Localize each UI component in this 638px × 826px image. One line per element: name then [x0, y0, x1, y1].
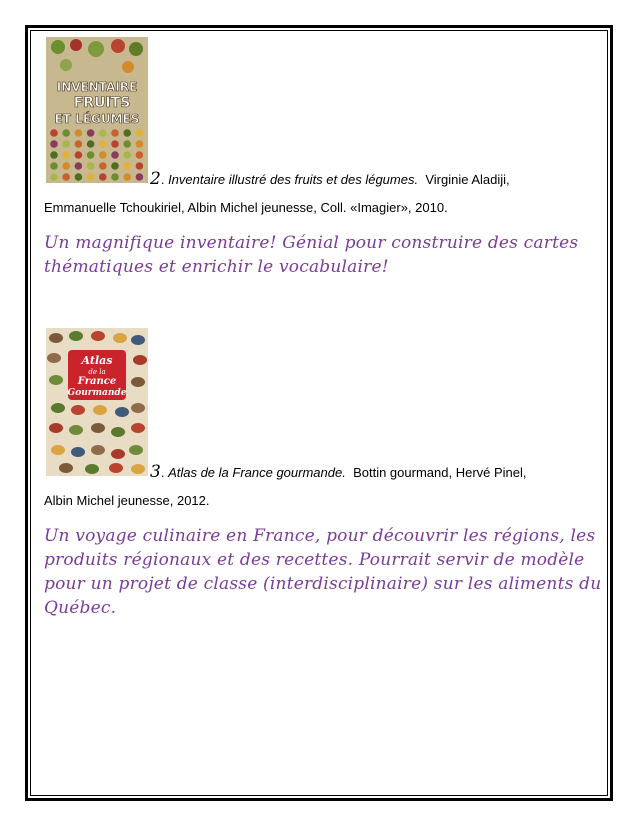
cover2-illustration-dot: [131, 377, 145, 387]
cover2-illustration-dot: [85, 464, 99, 474]
cover1-illustration-dot: [75, 162, 83, 170]
cover1-title-line2: FRUITS: [73, 95, 131, 111]
book-cover-atlas: [46, 328, 148, 476]
cover2-illustration-dot: [131, 423, 145, 433]
cover2-illustration-dot: [59, 463, 73, 473]
entry-2-title: Inventaire illustré des fruits et des légumes.: [168, 172, 419, 187]
cover2-illustration-dot: [109, 463, 123, 473]
cover1-illustration-dot: [111, 129, 119, 137]
cover1-illustration-dot: [99, 151, 107, 159]
entry-2-comment-line: thématiques et enrichir le vocabulaire!: [44, 257, 389, 277]
cover1-illustration-dot: [99, 173, 107, 181]
book-cover-inventaire: [46, 37, 148, 183]
cover1-illustration-dot: [87, 173, 95, 181]
entry-2-comment: [44, 231, 604, 279]
cover1-illustration-dot: [62, 173, 70, 181]
cover2-illustration-dot: [71, 447, 85, 457]
cover2-illustration-dot: [129, 445, 143, 455]
cover1-illustration-dot: [87, 162, 95, 170]
cover2-title-line3: France: [77, 376, 117, 387]
entry-2-comment-line: Un magnifique inventaire! Génial pour construire des cartes: [44, 233, 579, 253]
cover1-illustration-dot: [111, 140, 119, 148]
cover1-illustration-dot: [87, 140, 95, 148]
cover2-illustration-dot: [69, 425, 83, 435]
cover2-illustration-dot: [69, 331, 83, 341]
cover1-illustration-dot: [62, 140, 70, 148]
cover2-illustration-dot: [91, 445, 105, 455]
cover1-illustration-dot: [136, 151, 144, 159]
cover1-illustration-dot: [136, 173, 144, 181]
cover2-illustration-dot: [49, 423, 63, 433]
cover1-illustration-dot: [136, 129, 144, 137]
cover2-illustration-dot: [131, 464, 145, 474]
entry-3-title: Atlas de la France gourmande.: [168, 465, 346, 480]
entry-2-authors: Virginie Aladiji,: [425, 172, 510, 187]
cover2-illustration-dot: [51, 403, 65, 413]
cover1-illustration-dot: [75, 173, 83, 181]
cover2-illustration-dot: [111, 449, 125, 459]
cover2-illustration-dot: [49, 333, 63, 343]
cover1-illustration-dot: [123, 151, 131, 159]
entry-3-authors: Bottin gourmand, Hervé Pinel,: [353, 465, 527, 480]
cover1-illustration-dot: [123, 140, 131, 148]
cover1-illustration-dot: [123, 173, 131, 181]
entry-3-line2: Albin Michel jeunesse, 2012.: [44, 493, 210, 508]
entry-3-line1: [150, 462, 527, 482]
cover2-illustration-dot: [47, 353, 61, 363]
cover1-illustration-dot: [75, 129, 83, 137]
entry-3-comment-line: produits régionaux et des recettes. Pourrait servir de modèle: [44, 550, 585, 570]
cover2-illustration-dot: [133, 355, 147, 365]
cover2-title-line1: Atlas: [81, 354, 113, 367]
cover2-illustration-dot: [131, 403, 145, 413]
cover1-illustration-dot: [99, 140, 107, 148]
cover1-illustration-dot: [111, 173, 119, 181]
entry-2-line2: Emmanuelle Tchoukiriel, Albin Michel jeunesse, Coll. «Imagier», 2010.: [44, 200, 448, 215]
cover1-illustration-dot: [75, 151, 83, 159]
cover1-illustration-dot: [50, 140, 58, 148]
entry-3-comment-line: pour un projet de classe (interdisciplinaire) sur les aliments du: [44, 574, 602, 594]
cover2-illustration-dot: [49, 375, 63, 385]
cover1-illustration-dot: [75, 140, 83, 148]
cover1-illustration-dot: [50, 151, 58, 159]
entry-3-comment-line: Québec.: [44, 598, 117, 618]
cover2-illustration-dot: [93, 405, 107, 415]
cover1-illustration-dot: [87, 151, 95, 159]
entry-2-line1: [150, 169, 510, 189]
cover2-illustration-dot: [71, 405, 85, 415]
cover1-title-line1: INVENTAIRE: [56, 80, 138, 94]
cover2-title-line2: de la: [88, 368, 106, 376]
cover2-illustration-dot: [51, 445, 65, 455]
entry-2-number: 2: [150, 169, 161, 189]
cover1-illustration-dot: [62, 162, 70, 170]
cover2-illustration-dot: [115, 407, 129, 417]
cover1-illustration-dot: [136, 140, 144, 148]
cover1-illustration-dot: [111, 162, 119, 170]
cover1-illustration-dot: [99, 162, 107, 170]
cover2-illustration-dot: [131, 335, 145, 345]
entry-3-sep: .: [160, 465, 169, 480]
entry-3-number: 3: [150, 462, 161, 482]
cover1-illustration-dot: [62, 129, 70, 137]
cover1-illustration-dot: [50, 173, 58, 181]
cover2-illustration-dot: [113, 333, 127, 343]
entry-2-sep: .: [160, 172, 169, 187]
cover2-illustration-dot: [91, 331, 105, 341]
cover1-illustration-dot: [62, 151, 70, 159]
cover1-illustration-dot: [99, 129, 107, 137]
cover1-illustration-dot: [123, 129, 131, 137]
cover1-illustration-dot: [87, 129, 95, 137]
cover1-illustration-dot: [111, 151, 119, 159]
cover1-title-line3: ET LÉGUMES: [54, 112, 140, 126]
entry-3-comment: [44, 524, 604, 620]
cover1-illustration-dot: [123, 162, 131, 170]
cover1-illustration-dot: [50, 129, 58, 137]
cover1-illustration-dot: [136, 162, 144, 170]
cover2-illustration-dot: [91, 423, 105, 433]
entry-3-comment-line: Un voyage culinaire en France, pour découvrir les régions, les: [44, 526, 596, 546]
cover2-illustration-dot: [111, 427, 125, 437]
cover1-illustration-dot: [50, 162, 58, 170]
cover2-title-line4: Gourmande: [67, 388, 127, 398]
